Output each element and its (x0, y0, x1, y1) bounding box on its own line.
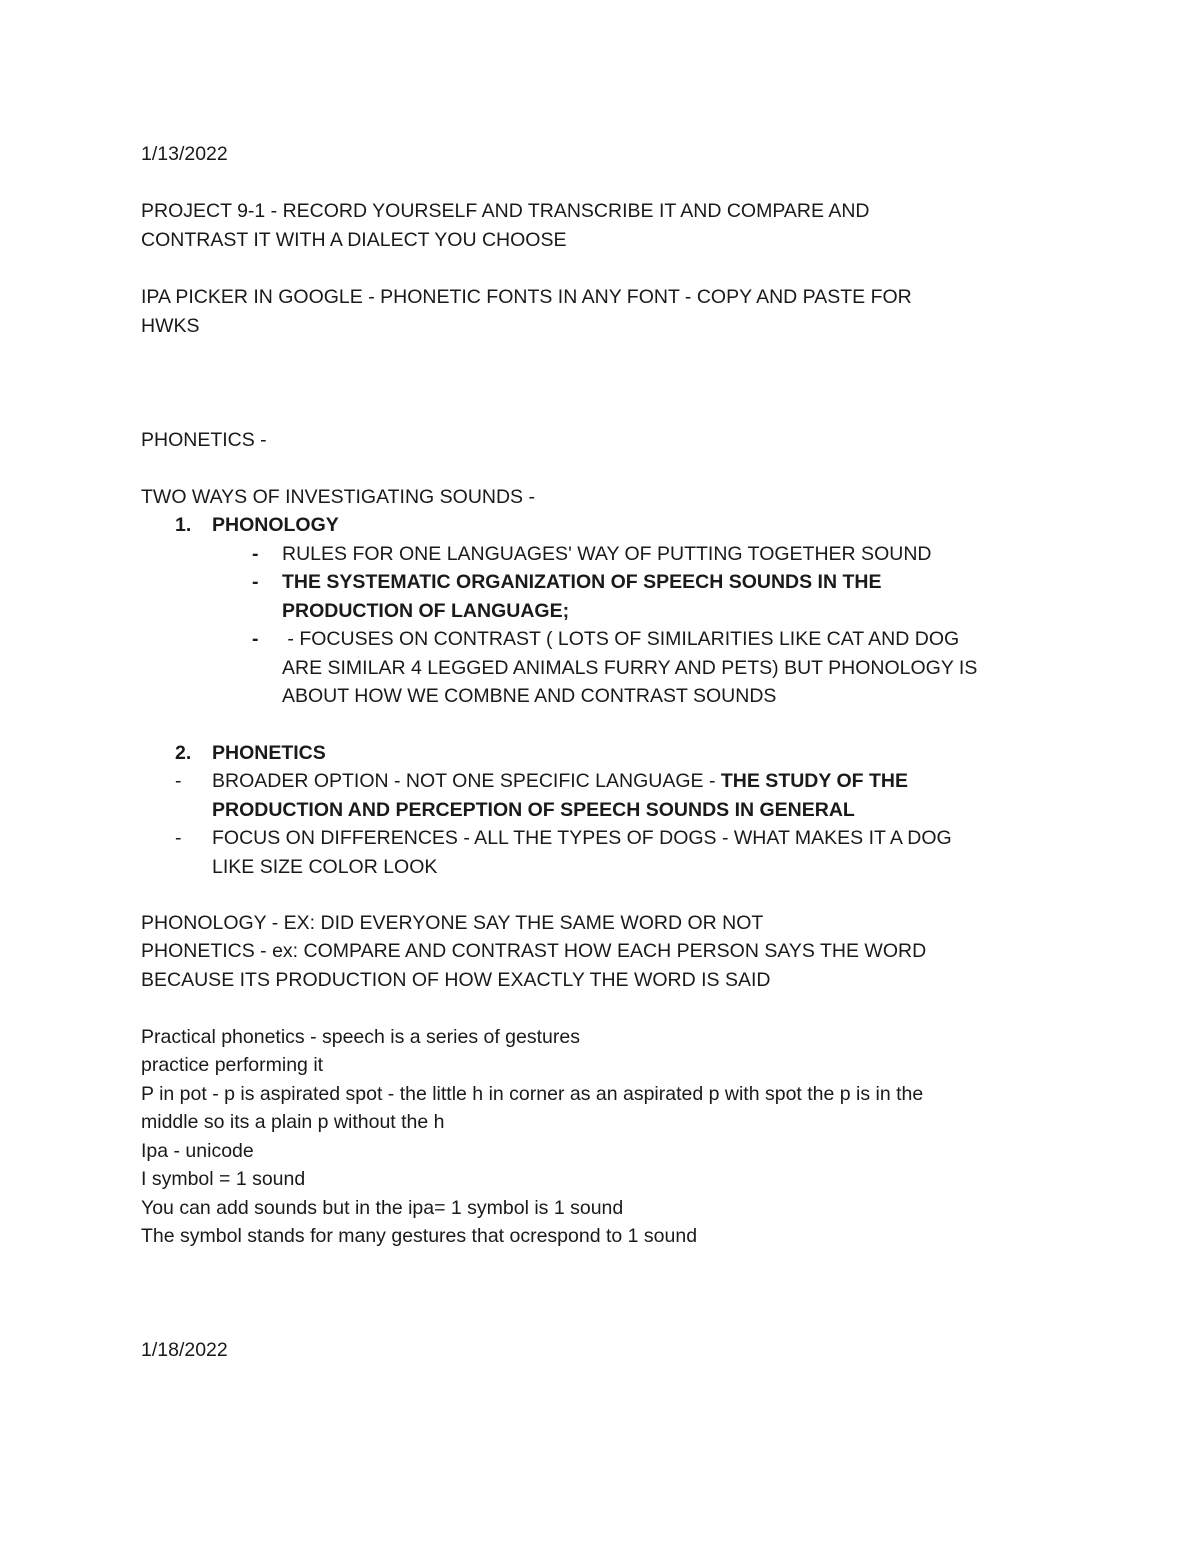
phonetics-bullet-2-line-2: LIKE SIZE COLOR LOOK (212, 856, 438, 878)
list-number-1: 1. (175, 514, 192, 536)
practical-line-7: You can add sounds but in the ipa= 1 symbol is 1 sound (141, 1197, 624, 1219)
phonetics-bullet-1-bold: THE STUDY OF THE (720, 770, 908, 792)
bullet-dash: - (252, 571, 259, 593)
practical-line-8: The symbol stands for many gestures that ocrespond to 1 sound (141, 1225, 698, 1247)
practical-line-2: practice performing it (141, 1054, 324, 1076)
practical-line-6: I symbol = 1 sound (141, 1168, 306, 1190)
practical-line-1: Practical phonetics - speech is a series of gestures (141, 1026, 580, 1048)
phonetics-bullet-1-plain: BROADER OPTION - NOT ONE SPECIFIC LANGUAGE - (212, 770, 721, 792)
phonology-bullet-3-line-1: - FOCUSES ON CONTRAST ( LOTS OF SIMILARITIES LIKE CAT AND DOG (282, 628, 960, 650)
phonology-bullet-2-line-2: PRODUCTION OF LANGUAGE; (282, 600, 570, 622)
project-line-2: CONTRAST IT WITH A DIALECT YOU CHOOSE (141, 229, 567, 251)
bullet-dash: - (252, 628, 259, 650)
phonology-bullet-3-line-3: ABOUT HOW WE COMBNE AND CONTRAST SOUNDS (282, 685, 777, 707)
two-ways-line: TWO WAYS OF INVESTIGATING SOUNDS - (141, 486, 535, 508)
phonetics-bullet-1-line-1 (212, 767, 908, 796)
phonetics-heading: PHONETICS - (141, 429, 267, 451)
practical-line-4: middle so its a plain p without the h (141, 1111, 445, 1133)
date-heading: 1/13/2022 (141, 143, 228, 165)
phonology-bullet-3-line-2: ARE SIMILAR 4 LEGGED ANIMALS FURRY AND PETS) BUT PHONOLOGY IS (282, 657, 978, 679)
list-item-phonetics: PHONETICS (212, 742, 326, 764)
bullet-dash: - (175, 827, 182, 849)
ipa-line-2: HWKS (141, 315, 200, 337)
practical-line-5: Ipa - unicode (141, 1140, 254, 1162)
phonetics-bullet-2-line-1: FOCUS ON DIFFERENCES - ALL THE TYPES OF DOGS - WHAT MAKES IT A DOG (212, 827, 952, 849)
phonetics-example-line-2: BECAUSE ITS PRODUCTION OF HOW EXACTLY THE WORD IS SAID (141, 969, 771, 991)
bullet-dash: - (175, 770, 182, 792)
practical-line-3: P in pot - p is aspirated spot - the little h in corner as an aspirated p with spot the p is in the (141, 1083, 924, 1105)
ipa-line-1: IPA PICKER IN GOOGLE - PHONETIC FONTS IN ANY FONT - COPY AND PASTE FOR (141, 286, 912, 308)
project-line-1: PROJECT 9-1 - RECORD YOURSELF AND TRANSCRIBE IT AND COMPARE AND (141, 200, 870, 222)
list-item-phonology: PHONOLOGY (212, 514, 339, 536)
phonology-example: PHONOLOGY - EX: DID EVERYONE SAY THE SAME WORD OR NOT (141, 912, 764, 934)
phonetics-bullet-1-line-2: PRODUCTION AND PERCEPTION OF SPEECH SOUNDS IN GENERAL (212, 799, 855, 821)
bullet-dash: - (252, 543, 259, 565)
phonology-bullet-1: RULES FOR ONE LANGUAGES' WAY OF PUTTING TOGETHER SOUND (282, 543, 932, 565)
phonetics-example-line-1: PHONETICS - ex: COMPARE AND CONTRAST HOW EACH PERSON SAYS THE WORD (141, 940, 927, 962)
date-heading-2: 1/18/2022 (141, 1339, 228, 1361)
list-number-2: 2. (175, 742, 192, 764)
phonology-bullet-2-line-1: THE SYSTEMATIC ORGANIZATION OF SPEECH SOUNDS IN THE (282, 571, 882, 593)
